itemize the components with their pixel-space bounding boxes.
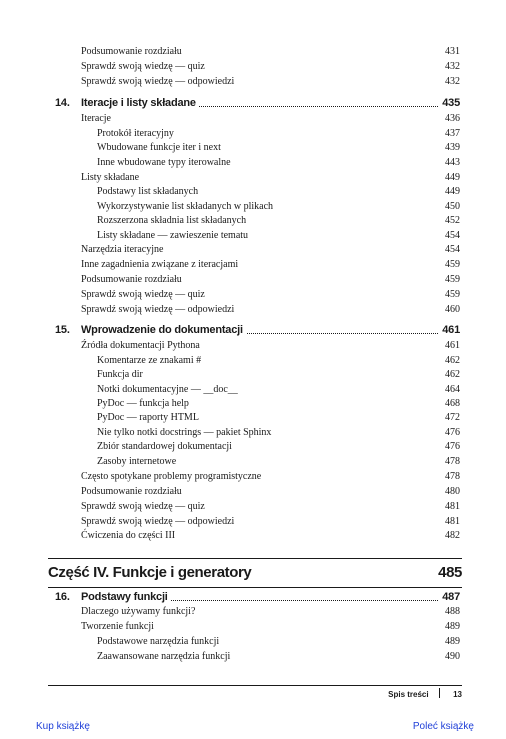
- entry-page: 459: [445, 274, 460, 285]
- entry-title: Narzędzia iteracyjne: [81, 244, 164, 255]
- entry-title: Sprawdź swoją wiedzę — quiz: [81, 289, 205, 300]
- chapter-heading: [0, 96, 506, 111]
- entry-title: Sprawdź swoją wiedzę — odpowiedzi: [81, 516, 235, 527]
- part-rule: [48, 587, 462, 588]
- entry-title: Sprawdź swoją wiedzę — quiz: [81, 501, 205, 512]
- entry-page: 489: [445, 621, 460, 632]
- entry-page: 482: [445, 530, 460, 541]
- entry-title: Podstawy list składanych: [97, 186, 199, 197]
- entry-title: Listy składane: [81, 172, 140, 183]
- entry-title: Sprawdź swoją wiedzę — odpowiedzi: [81, 304, 235, 315]
- list-item: [0, 410, 506, 425]
- chapter-heading: [0, 323, 506, 338]
- recommend-book-link[interactable]: Poleć książkę: [412, 721, 474, 732]
- list-item: [0, 528, 506, 543]
- entry-page: 432: [445, 76, 460, 87]
- list-item: [0, 111, 506, 126]
- list-item: [0, 469, 506, 484]
- list-item: [0, 634, 506, 649]
- entry-page: 459: [445, 289, 460, 300]
- footer-separator: [439, 688, 441, 698]
- entry-page: 481: [445, 501, 460, 512]
- entry-title: Rozszerzona składnia list składanych: [97, 215, 247, 226]
- footer-page-number: 13: [453, 690, 462, 699]
- list-item: [0, 353, 506, 368]
- entry-page: 452: [445, 215, 460, 226]
- entry-page: 439: [445, 142, 460, 153]
- entry-title: Zaawansowane narzędzia funkcji: [97, 651, 231, 662]
- entry-title: Inne wbudowane typy iterowalne: [97, 157, 231, 168]
- chapter-title: Iteracje i listy składane: [81, 96, 199, 111]
- entry-title: Podsumowanie rozdziału: [81, 486, 182, 497]
- list-item: [0, 155, 506, 170]
- entry-title: Podsumowanie rozdziału: [81, 46, 182, 57]
- entry-title: Iteracje: [81, 113, 111, 124]
- entry-title: Nie tylko notki docstrings — pakiet Sphinx: [97, 427, 272, 438]
- list-item: [0, 74, 506, 89]
- entry-page: 476: [445, 441, 460, 452]
- page-footer: [388, 688, 462, 702]
- list-item: [0, 140, 506, 155]
- footer-rule: [48, 685, 462, 686]
- list-item: [0, 649, 506, 664]
- part-page: 485: [438, 564, 462, 581]
- entry-page: 443: [445, 157, 460, 168]
- list-item: [0, 59, 506, 74]
- entry-page: 481: [445, 516, 460, 527]
- list-item: [0, 272, 506, 287]
- list-item: [0, 396, 506, 411]
- buy-book-link[interactable]: Kup książkę: [36, 721, 90, 732]
- entry-title: Notki dokumentacyjne — __doc__: [97, 384, 238, 395]
- entry-page: 450: [445, 201, 460, 212]
- entry-page: 454: [445, 244, 460, 255]
- list-item: [0, 257, 506, 272]
- list-item: [0, 287, 506, 302]
- part-title: Część IV. Funkcje i generatory: [48, 564, 252, 581]
- entry-page: 462: [445, 355, 460, 366]
- list-item: [0, 514, 506, 529]
- entry-title: Często spotykane problemy programistyczne: [81, 471, 262, 482]
- list-item: [0, 228, 506, 243]
- list-item: [0, 604, 506, 619]
- entry-page: 464: [445, 384, 460, 395]
- chapter-page: 487: [442, 591, 460, 603]
- list-item: [0, 44, 506, 59]
- entry-page: 472: [445, 412, 460, 423]
- chapter-title: Podstawy funkcji: [81, 590, 171, 605]
- part-heading: [48, 562, 462, 584]
- entry-page: 449: [445, 186, 460, 197]
- entry-title: Zbiór standardowej dokumentacji: [97, 441, 232, 452]
- chapter-number: 14.: [55, 97, 70, 109]
- entry-page: 449: [445, 172, 460, 183]
- chapter-page: 461: [442, 324, 460, 336]
- part-rule: [48, 558, 462, 559]
- list-item: [0, 425, 506, 440]
- entry-page: 431: [445, 46, 460, 57]
- footer-section: Spis treści: [388, 690, 429, 699]
- entry-page: 454: [445, 230, 460, 241]
- list-item: [0, 367, 506, 382]
- entry-title: Dlaczego używamy funkcji?: [81, 606, 196, 617]
- entry-title: Zasoby internetowe: [97, 456, 177, 467]
- entry-title: Listy składane — zawieszenie tematu: [97, 230, 249, 241]
- entry-title: Wykorzystywanie list składanych w plikach: [97, 201, 274, 212]
- entry-page: 460: [445, 304, 460, 315]
- entry-page: 461: [445, 340, 460, 351]
- list-item: [0, 184, 506, 199]
- entry-page: 478: [445, 471, 460, 482]
- list-item: [0, 484, 506, 499]
- entry-title: Sprawdź swoją wiedzę — quiz: [81, 61, 205, 72]
- entry-title: Wbudowane funkcje iter i next: [97, 142, 221, 153]
- entry-page: 480: [445, 486, 460, 497]
- entry-page: 459: [445, 259, 460, 270]
- chapter-title: Wprowadzenie do dokumentacji: [81, 323, 246, 338]
- chapter-heading: [0, 590, 506, 605]
- list-item: [0, 170, 506, 185]
- list-item: [0, 126, 506, 141]
- entry-page: 468: [445, 398, 460, 409]
- entry-title: Tworzenie funkcji: [81, 621, 154, 632]
- entry-title: Źródła dokumentacji Pythona: [81, 340, 200, 351]
- entry-title: Podsumowanie rozdziału: [81, 274, 182, 285]
- entry-title: PyDoc — raporty HTML: [97, 412, 199, 423]
- list-item: [0, 242, 506, 257]
- list-item: [0, 439, 506, 454]
- chapter-number: 15.: [55, 324, 70, 336]
- entry-page: 478: [445, 456, 460, 467]
- entry-page: 437: [445, 128, 460, 139]
- entry-page: 436: [445, 113, 460, 124]
- entry-title: Inne zagadnienia związane z iteracjami: [81, 259, 239, 270]
- entry-page: 476: [445, 427, 460, 438]
- entry-page: 489: [445, 636, 460, 647]
- entry-page: 490: [445, 651, 460, 662]
- entry-page: 432: [445, 61, 460, 72]
- entry-title: Protokół iteracyjny: [97, 128, 174, 139]
- list-item: [0, 619, 506, 634]
- list-item: [0, 382, 506, 397]
- list-item: [0, 302, 506, 317]
- entry-title: Funkcja dir: [97, 369, 143, 380]
- entry-title: PyDoc — funkcja help: [97, 398, 189, 409]
- entry-title: Komentarze ze znakami #: [97, 355, 202, 366]
- chapter-page: 435: [442, 97, 460, 109]
- list-item: [0, 499, 506, 514]
- chapter-number: 16.: [55, 591, 70, 603]
- entry-page: 462: [445, 369, 460, 380]
- entry-title: Sprawdź swoją wiedzę — odpowiedzi: [81, 76, 235, 87]
- entry-page: 488: [445, 606, 460, 617]
- list-item: [0, 199, 506, 214]
- list-item: [0, 454, 506, 469]
- list-item: [0, 213, 506, 228]
- list-item: [0, 338, 506, 353]
- entry-title: Ćwiczenia do części III: [81, 530, 176, 541]
- entry-title: Podstawowe narzędzia funkcji: [97, 636, 220, 647]
